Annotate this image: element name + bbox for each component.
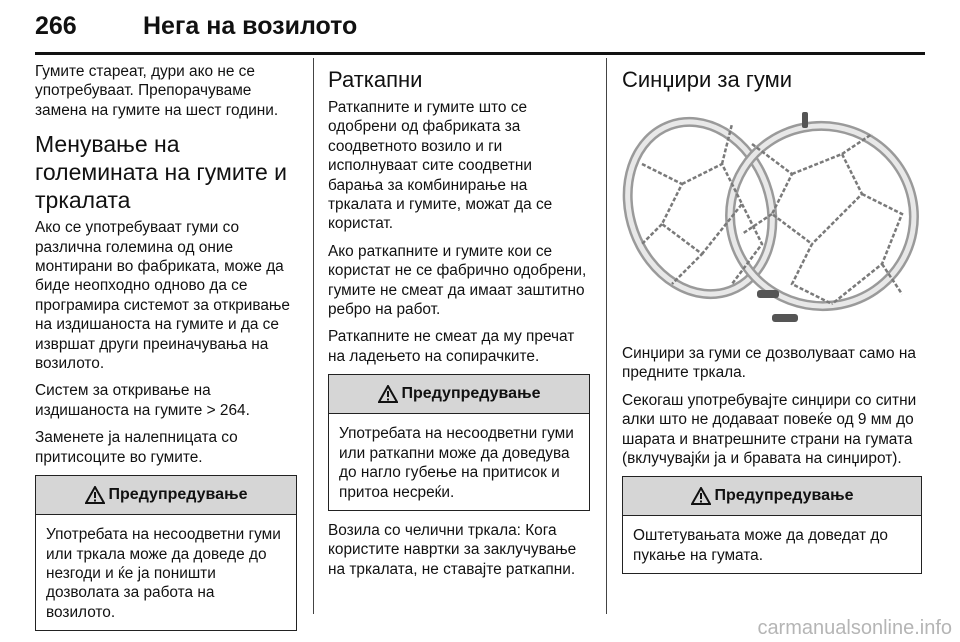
- column-divider: [606, 58, 607, 614]
- section-heading-tyre-size: Менување на големината на гумите и тркалата: [35, 131, 287, 214]
- page-header: [35, 4, 935, 50]
- paragraph: Заменете ја налепницата со притисоците во гумите.: [35, 429, 238, 466]
- section-heading-hubcaps: Раткапни: [328, 67, 423, 92]
- warning-header: [623, 477, 921, 516]
- paragraph: Возила со челични тркала: Кога користите навртки за заклучување на тркалата, не ставајте раткапни.: [328, 521, 577, 578]
- intro-paragraph: Гумите стареат, дури ако не се употребуваат. Препорачуваме замена на гумите на шест години.: [35, 63, 279, 119]
- section-heading-snow-chains: Синџири за гуми: [622, 67, 793, 92]
- warning-triangle-icon: [85, 486, 105, 504]
- warning-box: [35, 475, 297, 631]
- column-3: [622, 62, 922, 584]
- paragraph: Ако се употребуваат гуми со различна големина од оние монтирани во фабриката, може да биде неопходно одново да се програмира системот за откривање на издишаноста на гумите и да се извршат други преиначувања на возилото.: [35, 219, 290, 373]
- warning-text: Оштетувањата може да доведат до пукање на гумата.: [633, 527, 888, 564]
- paragraph: Систем за откривање на издишаноста на гумите ⁠> 264.: [35, 382, 250, 419]
- warning-triangle-icon: [691, 487, 711, 505]
- column-2: [328, 62, 590, 587]
- paragraph: Секогаш употребувајте синџири со ситни алки што не додаваат повеќе од 9 мм до шарата и внатрешните страни на гумата (вклучувајќи ја и бравата на синџирот).: [622, 391, 917, 468]
- paragraph: Ако раткапните и гумите кои се користат не се фабрично одобрени, гумите не смеат да имаат заштитно ребро на работ.: [328, 242, 587, 319]
- paragraph: Раткапните не смеат да му пречат на ладењето на сопирачките.: [328, 328, 575, 365]
- warning-title: Предупредување: [108, 486, 248, 504]
- warning-header: [36, 476, 296, 515]
- chapter-title: Нега на возилото: [143, 12, 358, 40]
- warning-box: [622, 476, 922, 574]
- tire-chains-illustration: [622, 104, 922, 332]
- warning-text: Употребата на несоодветни гуми или тркала може да доведе до незгоди и ќе ја поништи дозволата за работа на возилото.: [46, 526, 281, 621]
- warning-title: Предупредување: [714, 487, 854, 505]
- warning-text: Употребата на несоодветни гуми или раткапни може да доведува до нагло губење на притисок и притоа несреќи.: [339, 425, 574, 501]
- paragraph: Синџири за гуми се дозволуваат само на предните тркала.: [622, 345, 916, 382]
- column-divider: [313, 58, 314, 614]
- warning-title: Предупредување: [401, 385, 541, 403]
- header-rule: [35, 52, 925, 55]
- page-number: 266: [35, 12, 77, 40]
- warning-box: [328, 374, 590, 511]
- warning-triangle-icon: [378, 385, 398, 403]
- paragraph: Раткапните и гумите што се одобрени од фабриката за соодветното возило и ги исполнуваат сите соодветни барања за комбинирање на тркалата и гумите, можат да се користат.: [328, 99, 553, 233]
- column-1: [35, 62, 297, 641]
- watermark: carmanualsonline.info: [757, 617, 952, 639]
- warning-header: [329, 375, 589, 414]
